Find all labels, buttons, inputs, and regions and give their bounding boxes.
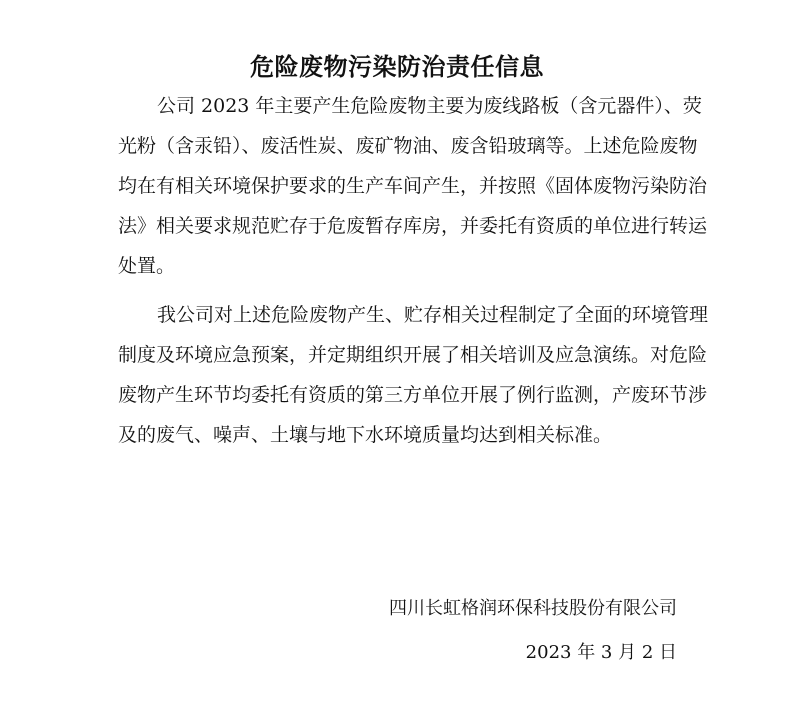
company-signature: 四川长虹格润环保科技股份有限公司 — [389, 598, 677, 619]
paragraph-1-line-4: 法》相关要求规范贮存于危废暂存库房，并委托有资质的单位进行转运 — [118, 215, 708, 237]
document-title: 危险废物污染防治责任信息 — [250, 53, 544, 81]
document-date: 2023 年 3 月 2 日 — [525, 642, 677, 663]
paragraph-2-line-2: 制度及环境应急预案，并定期组织开展了相关培训及应急演练。对危险 — [118, 344, 708, 366]
paragraph-2-line-1: 我公司对上述危险废物产生、贮存相关过程制定了全面的环境管理 — [157, 304, 709, 326]
paragraph-2-line-4: 及的废气、噪声、土壤与地下水环境质量均达到相关标准。 — [118, 424, 613, 446]
paragraph-2-line-3: 废物产生环节均委托有资质的第三方单位开展了例行监测，产废环节涉 — [118, 384, 708, 406]
paragraph-1-line-2: 光粉（含汞铅）、废活性炭、废矿物油、废含铅玻璃等。上述危险废物 — [118, 135, 698, 157]
paragraph-1-line-5: 处置。 — [118, 255, 176, 277]
paragraph-1-line-3: 均在有相关环境保护要求的生产车间产生，并按照《固体废物污染防治 — [118, 175, 708, 197]
paragraph-1-line-1: 公司 2023 年主要产生危险废物主要为废线路板（含元器件）、荧 — [157, 95, 702, 117]
